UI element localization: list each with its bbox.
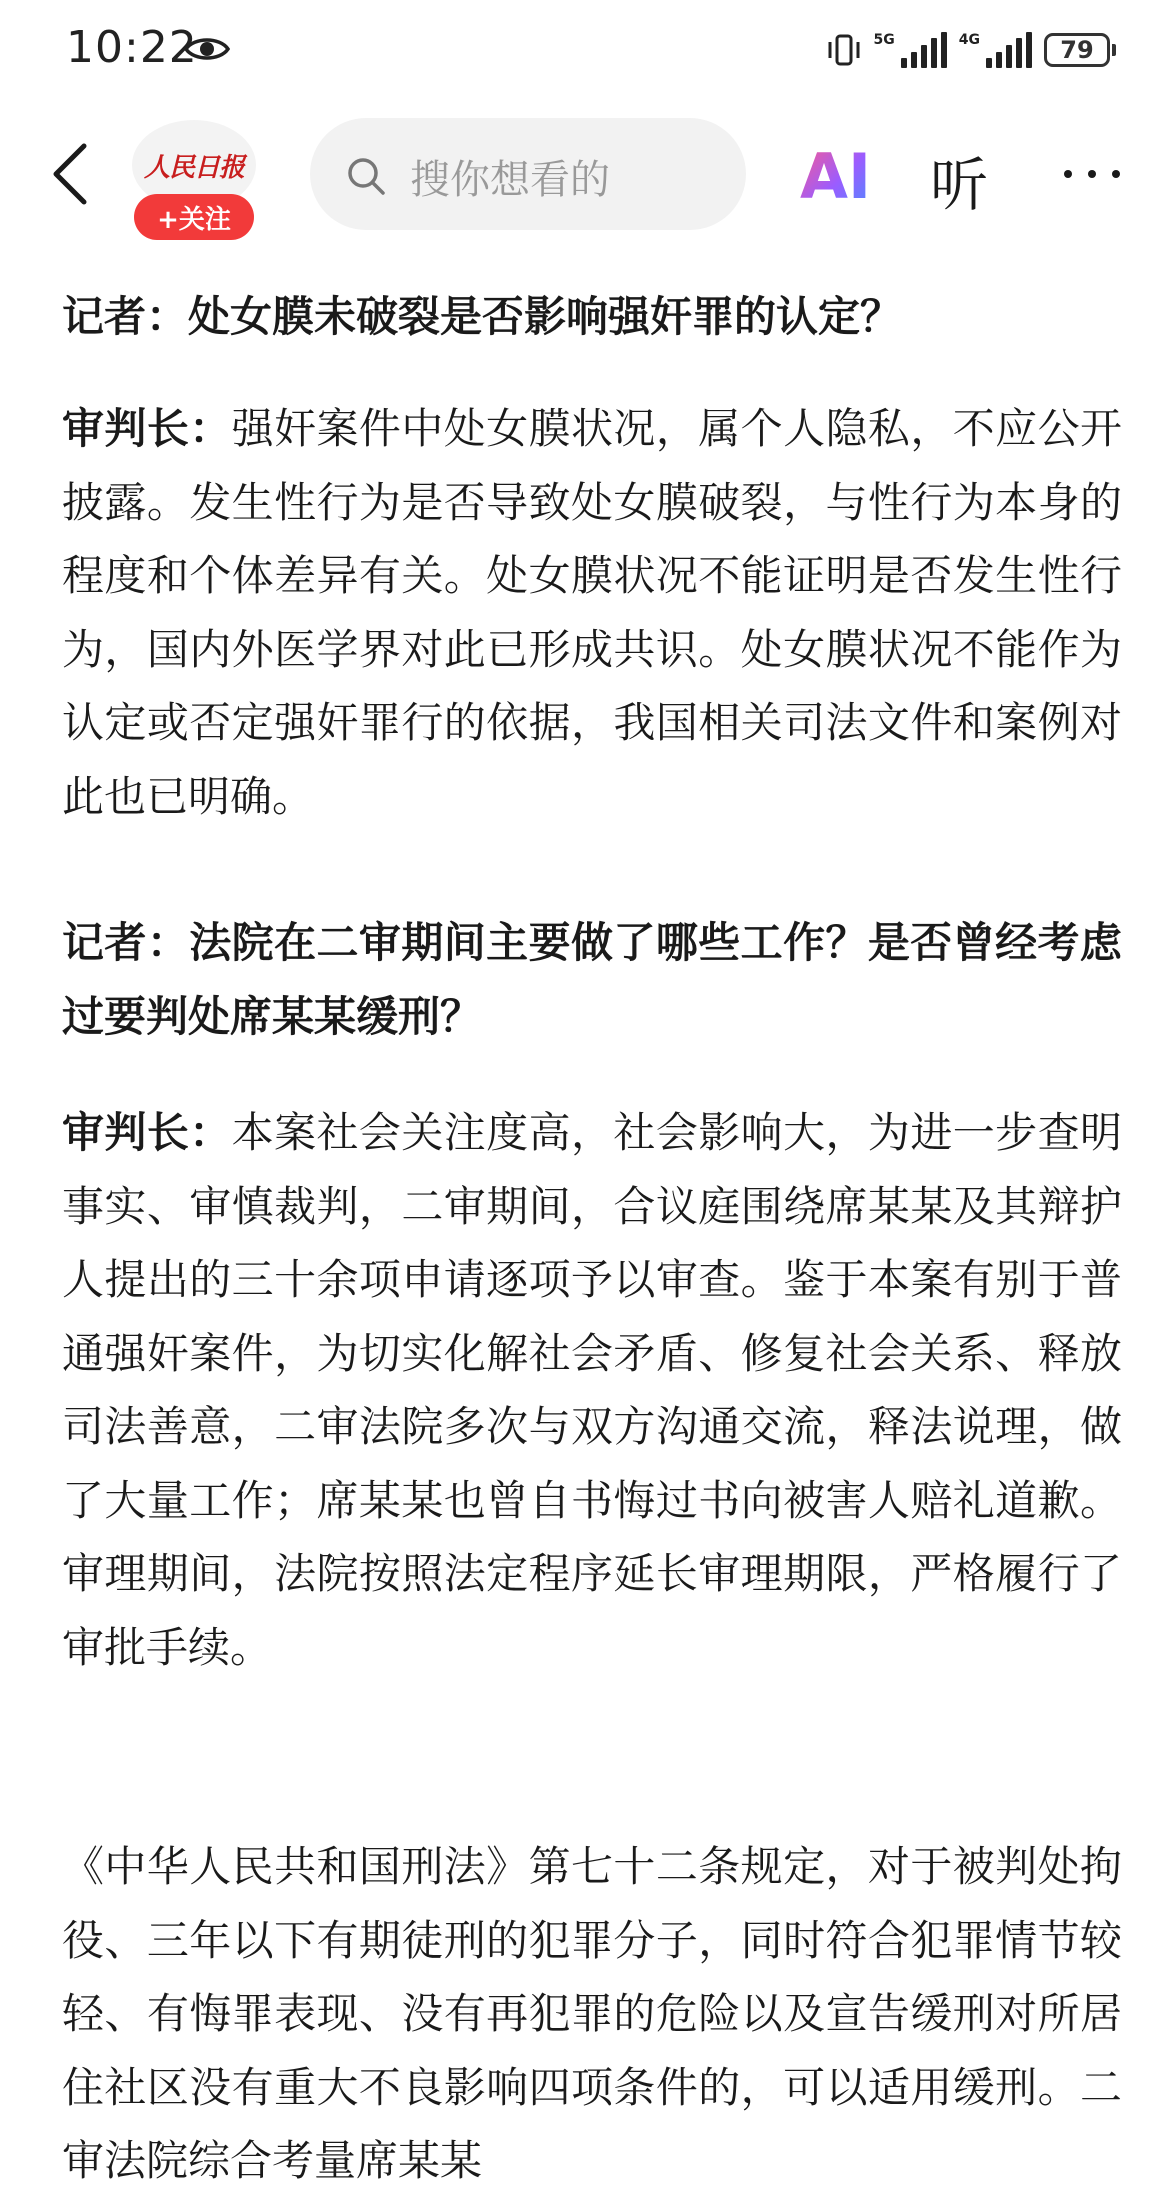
reporter-question-2: [62, 906, 1122, 1053]
reporter-question-1: [62, 280, 1122, 354]
answer-text: 强奸案件中处女膜状况，属个人隐私，不应公开披露。发生性行为是否导致处女膜破裂，与性行为本身的程度和个体差异有关。处女膜状况不能证明是否发生性行为，国内外医学界对此已形成共识。处女膜状况不能作为认定或否定强奸罪行的依据，我国相关司法文件和案例对此也已明确。: [62, 404, 1122, 821]
top-nav-bar: [0, 112, 1176, 244]
battery-tip: [1112, 44, 1116, 56]
eye-icon: [184, 34, 230, 64]
battery-indicator: [1044, 33, 1110, 67]
question-speaker: 记者：: [62, 292, 189, 341]
search-placeholder: 搜你想看的: [410, 157, 610, 203]
question-text: 法院在二审期间主要做了哪些工作？是否曾经考虑过要判处席某某缓刑？: [62, 918, 1122, 1041]
publisher-avatar[interactable]: [132, 120, 256, 244]
publisher-logo-text: 人民日报: [143, 152, 244, 183]
status-time: 10:22: [66, 22, 198, 73]
follow-button[interactable]: +关注: [134, 194, 254, 240]
question-text: 处女膜未破裂是否影响强奸罪的认定？: [188, 292, 903, 341]
answer-text: 本案社会关注度高，社会影响大，为进一步查明事实、审慎裁判，二审期间，合议庭围绕席某某及其辩护人提出的三十余项申请逐项予以审查。鉴于本案有别于普通强奸案件，为切实化解社会矛盾、修复社会关系、释放司法善意，二审法院多次与双方沟通交流，释法说理，做了大量工作；席某某也曾自书悔过书向被害人赔礼道歉。审理期间，法院按照法定程序延长审理期限，严格履行了审批手续。: [62, 1108, 1122, 1672]
answer-speaker: 审判长：: [62, 404, 232, 453]
network-label-4g: 4G: [958, 32, 980, 48]
judge-answer-2: [62, 1096, 1122, 1684]
judge-answer-1: [62, 392, 1122, 833]
answer-speaker: 审判长：: [62, 1108, 232, 1157]
signal-5g: [874, 32, 947, 68]
listen-button[interactable]: 听: [930, 151, 989, 219]
search-icon: [346, 156, 386, 196]
ai-assistant-button[interactable]: [798, 142, 878, 206]
network-label-5g: 5G: [873, 32, 895, 48]
status-bar: [0, 0, 1176, 104]
question-speaker: 记者：: [62, 918, 190, 967]
ai-label: AI: [800, 142, 872, 206]
vibrate-icon: [826, 33, 862, 67]
back-chevron-icon[interactable]: [50, 142, 90, 206]
more-dots-icon[interactable]: [1064, 170, 1120, 178]
status-icons: [826, 26, 1116, 74]
signal-4g: [959, 32, 1032, 68]
search-input[interactable]: [310, 118, 746, 230]
battery-level: 79: [1060, 36, 1094, 64]
article-paragraph: 《中华人民共和国刑法》第七十二条规定，对于被判处拘役、三年以下有期徒刑的犯罪分子，同时符合犯罪情节较轻、有悔罪表现、没有再犯罪的危险以及宣告缓刑对所居住社区没有重大不良影响四项条件的，可以适用缓刑。二审法院综合考量席某某: [62, 1842, 1122, 2185]
